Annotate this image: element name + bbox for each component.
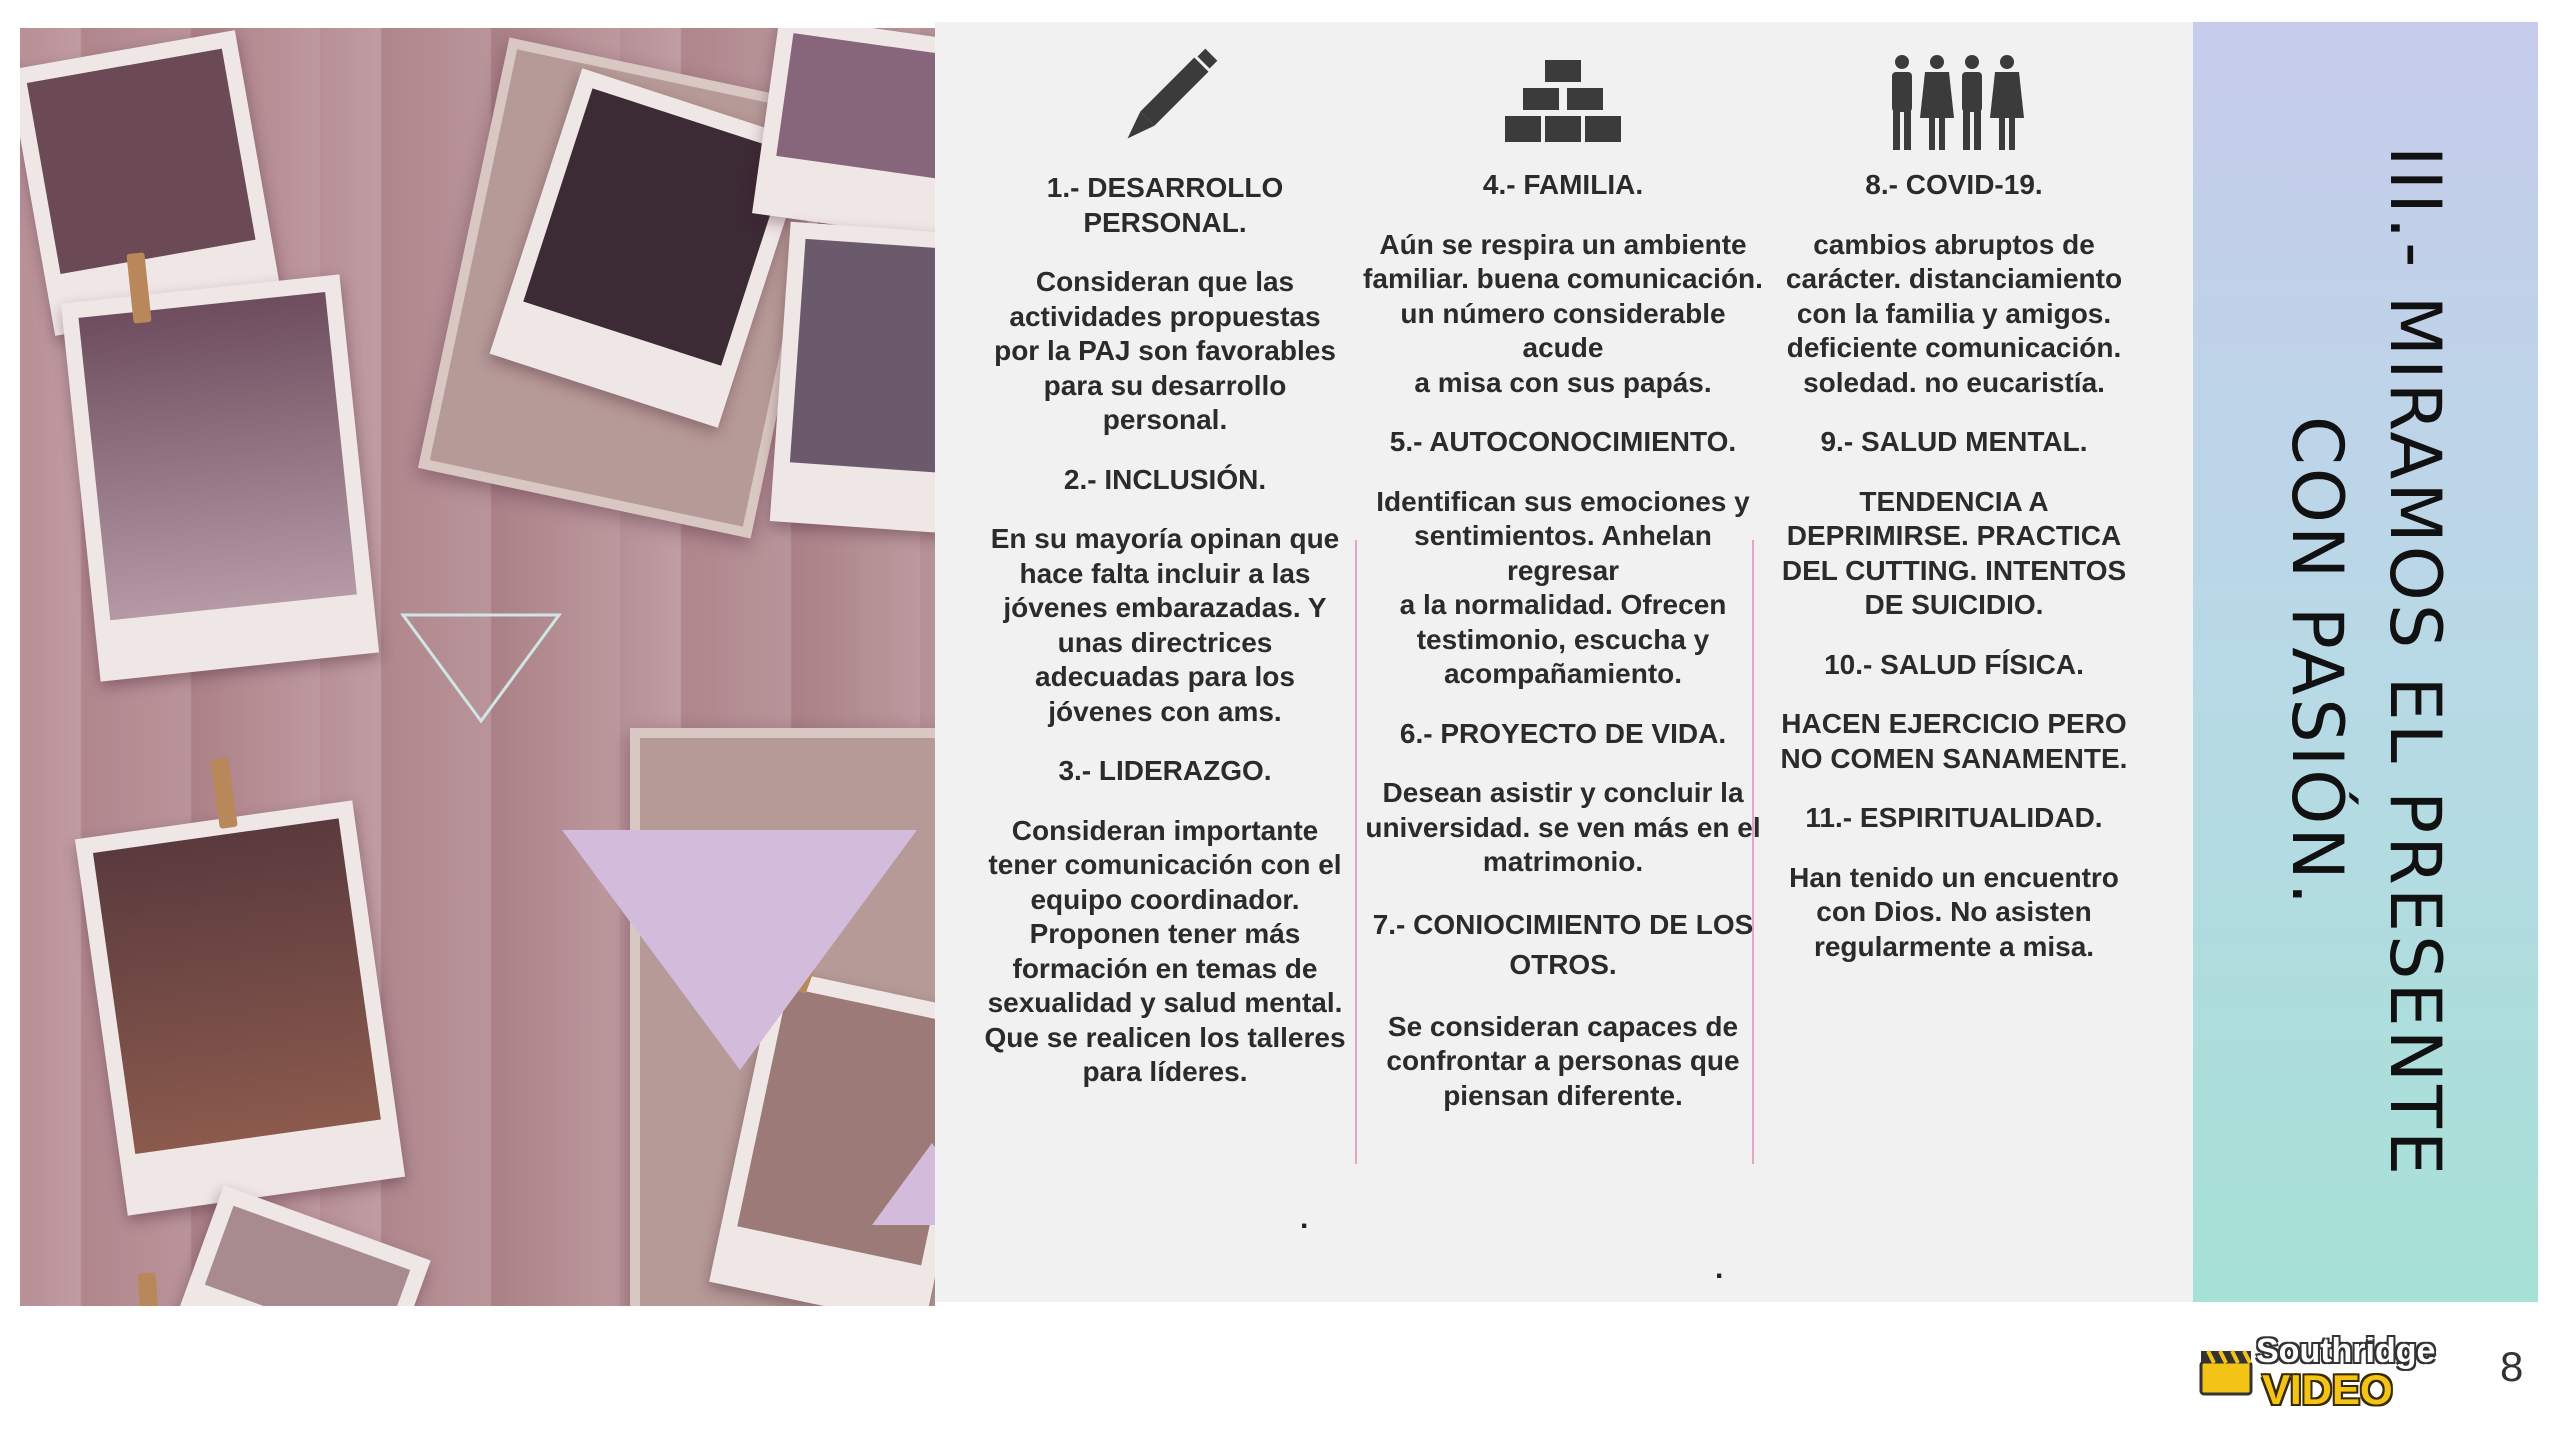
section-heading: 9.- SALUD MENTAL. (1820, 426, 2088, 457)
section-text: TENDENCIA A DEPRIMIRSE. PRACTICA DEL CUTTING. INTENTOS DE SUICIDIO. (1781, 485, 2127, 620)
section-text: Consideran importante tener comunicación con el equipo coordinador. Proponen tener más formación en temas de sexualidad y salud mental. Que se realicen los talleres para líderes. (984, 814, 1346, 1087)
section-text: Han tenido un encuentro con Dios. No asisten regularmente a misa. (1789, 861, 2119, 962)
polaroid-photo (61, 274, 379, 681)
section-heading: 7.- CONIOCIMIENTO DE LOS OTROS. (1372, 908, 1754, 980)
people-icon (1884, 54, 2024, 154)
column-2 (1357, 22, 1769, 1138)
southridge-video-logo (2198, 1330, 2436, 1413)
section-text: Se consideran capaces de confrontar a personas que piensan diferente. (1386, 1010, 1740, 1111)
slide-title: III.- MIRAMOS EL PRESENTE CON PASIÓN. (2275, 145, 2456, 1179)
section-heading: 3.- LIDERAZGO. (1058, 755, 1272, 786)
section-heading: 10.- SALUD FÍSICA. (1824, 648, 2084, 680)
section-heading: 2.- INCLUSIÓN. (1063, 463, 1267, 495)
stray-dot: . (1300, 1202, 1309, 1235)
content-panel (935, 22, 2193, 1302)
page-number: 8 (2500, 1343, 2524, 1390)
logo-text-bottom: VIDEO (2262, 1366, 2393, 1413)
polaroid-photo (770, 222, 935, 535)
section-heading: 1.- DESARROLLO PERSONAL. (1046, 172, 1284, 238)
column-1 (975, 22, 1355, 1115)
pencil-icon (1105, 44, 1225, 159)
polaroid-photo (752, 28, 935, 241)
triangle-lavender-decoration (562, 830, 917, 1070)
column-3 (1769, 22, 2139, 989)
polaroid-photo (75, 800, 405, 1215)
section-heading: 11.- ESPIRITUALIDAD. (1805, 802, 2103, 833)
section-text: Identifican sus emociones y sentimientos. Anhelan regresar a la normalidad. Ofrecen testimonio, escucha y acompañamiento. (1376, 485, 1750, 689)
clapperboard-icon (2198, 1348, 2256, 1398)
triangle-outline-decoration (400, 612, 562, 724)
title-panel (2193, 22, 2538, 1302)
section-heading: 4.- FAMILIA. (1482, 169, 1644, 200)
logo-text-top: Southridge (2256, 1332, 2436, 1370)
section-heading: 5.- AUTOCONOCIMIENTO. (1389, 426, 1737, 457)
section-text: Desean asistir y concluir la universidad. se ven más en el matrimonio. (1365, 777, 1761, 877)
clothespin (138, 1272, 161, 1306)
gold-bars-icon (1503, 58, 1623, 148)
section-text: cambios abruptos de carácter. distanciamiento con la familia y amigos. deficiente comunicación. soledad. no eucaristía. (1785, 228, 2123, 398)
section-heading: 8.- COVID-19. (1865, 169, 2043, 200)
clothespin (210, 757, 238, 829)
stray-dot: . (1715, 1252, 1724, 1285)
section-text: Aún se respira un ambiente familiar. buena comunicación. un número considerable acude a misa con sus papás. (1363, 228, 1763, 398)
section-text: En su mayoría opinan que hace falta incluir a las jóvenes embarazadas. Y unas directrices adecuadas para los jóvenes con ams. (990, 523, 1340, 727)
section-heading: 6.- PROYECTO DE VIDA. (1399, 717, 1727, 749)
section-text: Consideran que las actividades propuestas por la PAJ son favorables para su desarrollo personal. (994, 266, 1336, 435)
section-text: HACEN EJERCICIO PERO NO COMEN SANAMENTE. (1780, 708, 2128, 774)
